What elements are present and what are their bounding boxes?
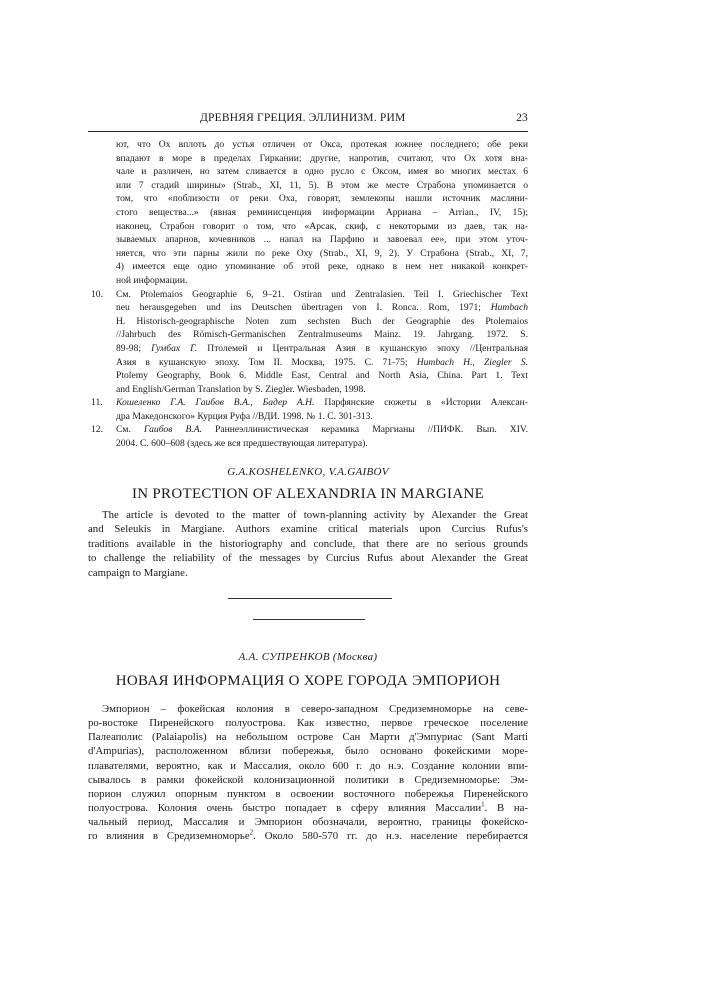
- note-line: наконец, Страбон говорит о том, что «Арсак, скиф, с некоторыми из даев, так на-: [116, 220, 528, 232]
- body-line: порион служил опорным пунктом в освоении восточного побережья Пиренейского: [88, 787, 528, 800]
- note-line: стого вещества...» (явная реминисценция информации Арриана – Arrian., IV, 15);: [116, 206, 528, 218]
- note-line: или 7 стадий ширины» (Strab., XI, 11, 5). В этом же месте Страбона упоминается о: [116, 179, 528, 191]
- note-number: 10.: [91, 288, 103, 300]
- summary-abstract: [88, 508, 528, 580]
- note-line: //Jahrbuch des Römisch-Germanischen Zentralmuseums Mainz. 19. Jahrgang. 1972. S.: [116, 329, 528, 341]
- italic-author: Humbach: [490, 302, 529, 314]
- page-number: 23: [516, 112, 528, 124]
- note-line: Ptolemy Geography, Book 6. Middle East, Central and North Asia, China. Part 1. Text: [116, 370, 528, 382]
- body-line: [88, 829, 528, 843]
- note-11: [88, 396, 528, 423]
- note-number: 12.: [91, 424, 103, 436]
- separator-rule-long: [228, 598, 392, 599]
- body-text: го влияния в Средиземноморье: [88, 830, 250, 843]
- note-line-text: Раннеэллинистическая керамика Маргианы //ПИФК. Вып. XIV.: [201, 424, 528, 436]
- note-line: том, что «поблизости от реки Оха, говорят, землекопы нашли источник масляни-: [116, 193, 528, 205]
- note-line: чале и различен, но затем сливается в одно русло с Оксом, имея во многих местах 6: [116, 166, 528, 178]
- note-line-text: 89-98;: [116, 342, 142, 354]
- summary-authors: G.A.KOSHELENKO, V.A.GAIBOV: [227, 466, 389, 478]
- italic-author: Гумбах Г.: [151, 342, 198, 354]
- note-line-text: См.: [116, 424, 144, 436]
- body-line: Эмпорион – фокейская колония в северо-западном Средиземноморье на севе-: [102, 703, 528, 715]
- endnotes: [88, 138, 528, 451]
- note-line: [116, 396, 528, 410]
- body-line: чальный период, Массалия и Эмпорион обозначали, вероятно, границы фокейско-: [88, 816, 528, 829]
- note-line: дра Македонского» Курция Руфа //ВДИ. 1998. № 1. С. 301-313.: [116, 410, 373, 422]
- note-line-text: Птолемей и Центральная Азия в кушанскую эпоху //Центральная: [207, 342, 528, 354]
- note-line-text: Азия в кушанскую эпоху. Том II. Москва, 1975. С. 71-75;: [116, 356, 408, 368]
- abstract-line: The article is devoted to the matter of town-planning activity by Alexander the Great: [102, 509, 528, 521]
- body-line: d'Ampurias), расположенном вблизи побережья, было основано фокейскими море-: [88, 745, 528, 758]
- note-line: 2004. С. 600–608 (здесь же вся предшествующая литература).: [116, 438, 368, 450]
- body-line: [88, 801, 528, 815]
- note-line: ной информации.: [116, 274, 188, 286]
- article-title: НОВАЯ ИНФОРМАЦИЯ О ХОРЕ ГОРОДА ЭМПОРИОН: [115, 673, 501, 689]
- note-line-text: Парфянские сюжеты в «Истории Алексан-: [314, 397, 529, 409]
- abstract-line: and Seleukis in Margiane. Authors examine critical materials upon Curcius Rufus's: [88, 523, 528, 536]
- note-line: [116, 301, 528, 315]
- abstract-line: campaign to Margiane.: [88, 566, 188, 579]
- note-line: and English/German Translation by S. Ziegler. Wiesbaden, 1998.: [116, 383, 366, 395]
- body-line: Палеаполис (Palaiapolis) на небольшом острове Сан Марти д'Эмпуриас (Sant Marti: [88, 731, 528, 744]
- note-number: 11.: [91, 397, 103, 409]
- note-line: [116, 356, 528, 370]
- note-line: впадают в море в пределах Гиркании; другие, напротив, считают, что Ох хотя вна-: [116, 152, 528, 164]
- note-line: [116, 342, 528, 356]
- separator-rule-short: [253, 619, 365, 620]
- italic-author: Кошеленко Г.А. Гаибов В.А., Бадер А.Н.: [116, 397, 315, 409]
- body-text: полуострова. Колония очень быстро попадает в сферу влияния Массалии: [88, 802, 482, 815]
- running-head: [88, 112, 528, 130]
- note-line: зываемых апарнов, кочевников ... напал на Парфию и завоевал ее», при этом уточ-: [116, 234, 528, 246]
- note-line: [116, 423, 528, 437]
- body-text: . Около 580-570 гг. до н.э. население перебирается: [253, 830, 528, 843]
- abstract-line: traditions available in the historiography and conclude, that there are no serious grounds: [88, 537, 528, 550]
- body-text: . В на-: [484, 802, 528, 815]
- article-body: [88, 702, 528, 844]
- note-10: [88, 288, 528, 397]
- note-line: 4) имеется еще одно упоминание об этой реке, однако в нем нет никакой конкрет-: [116, 261, 528, 273]
- body-line: плавателями, вероятно, как и Массалия, около 600 г. до н.э. Создание колонии впи-: [88, 759, 528, 772]
- running-head-title: ДРЕВНЯЯ ГРЕЦИЯ. ЭЛЛИНИЗМ. РИМ: [200, 112, 406, 124]
- footnote-ref[interactable]: 2: [249, 828, 254, 837]
- summary-title: IN PROTECTION OF ALEXANDRIA IN MARGIANE: [131, 486, 485, 502]
- italic-author: Гаибов В.А.: [143, 424, 202, 436]
- note-line: См. Ptolemaios Geographie 6, 9–21. Ostiran und Zentralasien. Teil I. Griechischer Text: [116, 288, 528, 300]
- note-12: [88, 423, 528, 450]
- body-line: сывалось в рамки фокейской колонизационной политики в Средиземноморье: Эм-: [88, 773, 528, 786]
- article-author: А.А. СУПРЕНКОВ (Москва): [238, 651, 378, 663]
- italic-author: Humbach H., Ziegler S.: [416, 356, 528, 368]
- body-line: ро-востоке Пиренейского полуострова. Как известно, первое греческое поселение: [88, 717, 528, 730]
- footnote-ref[interactable]: 1: [481, 800, 485, 809]
- note-line: няется, что эти парны жили по реке Оху (Strab., XI, 9, 2). У Страбона (Strab., XI, 7,: [116, 247, 528, 259]
- note-line: H. Historisch-geographische Noten zum sechsten Buch der Geographie des Ptolemaios: [116, 315, 528, 327]
- abstract-line: to challenge the reliability of the messages by Curcius Rufus about Alexander the Great: [88, 552, 528, 565]
- note-line-text: neu herausgegeben und ins Deutschen übertragen von I. Ronca. Rom, 1971;: [116, 302, 481, 314]
- note-line: ют, что Ох вплоть до устья отличен от Окса, протекая южнее последнего; обе реки: [116, 139, 528, 150]
- note-9-continuation: [116, 138, 528, 288]
- header-rule: [88, 131, 528, 132]
